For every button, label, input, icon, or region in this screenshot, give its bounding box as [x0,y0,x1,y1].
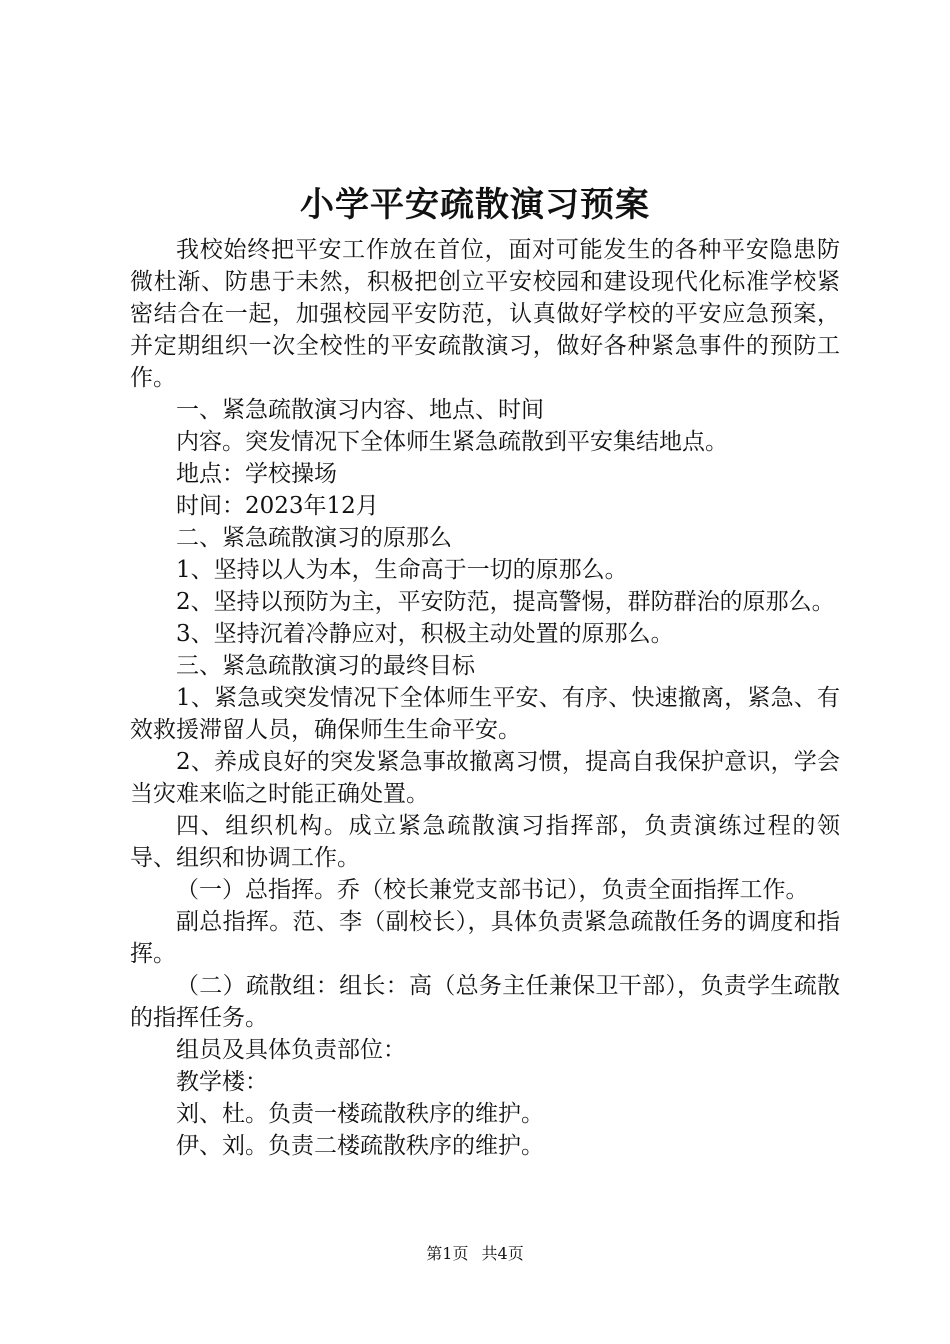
group-members-heading: 组员及具体负责部位： [176,1037,406,1063]
document-title: 小学平安疏散演习预案 [300,185,650,225]
commander-paragraph: （一）总指挥。乔（校长兼党支部书记），负责全面指挥工作。 [176,877,809,903]
section-heading-3: 三、紧急疏散演习的最终目标 [176,653,475,679]
document-body [130,234,840,1162]
section-heading-1: 一、紧急疏散演习内容、地点、时间 [176,397,544,423]
paragraph-content: 内容。突发情况下全体师生紧急疏散到平安集结地点。 [176,429,728,455]
deputy-commander-paragraph: 副总指挥。范、李（副校长），具体负责紧急疏散任务的调度和指挥。 [130,909,840,967]
paragraph-intro: 我校始终把平安工作放在首位，面对可能发生的各种平安隐患防微杜渐、防患于未然，积极把创立平安校园和建设现代化标准学校紧密结合在一起，加强校园平安防范，认真做好学校的平安应急预案，并定期组织一次全校性的平安疏散演习，做好各种紧急事件的预防工作。 [130,237,840,391]
evacuation-group-paragraph: （二）疏散组：组长：高（总务主任兼保卫干部），负责学生疏散的指挥任务。 [130,973,840,1031]
paragraph-time: 时间：2023年12月 [176,493,379,519]
section-heading-4: 四、组织机构。成立紧急疏散演习指挥部，负责演练过程的领导、组织和协调工作。 [130,813,840,871]
goal-item-2: 2、养成良好的突发紧急事故撤离习惯，提高自我保护意识，学会当灾难来临之时能正确处置。 [130,749,840,807]
principle-item-1: 1、坚持以人为本，生命高于一切的原那么。 [176,557,628,583]
section-heading-2: 二、紧急疏散演习的原那么 [176,525,452,551]
goal-item-1: 1、紧急或突发情况下全体师生平安、有序、快速撤离，紧急、有效救援滞留人员，确保师生生命平安。 [130,685,840,743]
floor-2-duty: 伊、刘。负责二楼疏散秩序的维护。 [176,1133,544,1159]
principle-item-3: 3、坚持沉着冷静应对，积极主动处置的原那么。 [176,621,674,647]
page-total: 共4页 [481,1244,524,1263]
paragraph-location: 地点：学校操场 [176,461,337,487]
principle-item-2: 2、坚持以预防为主，平安防范，提高警惕，群防群治的原那么。 [176,589,835,615]
teaching-building-label: 教学楼： [176,1069,268,1095]
floor-1-duty: 刘、杜。负责一楼疏散秩序的维护。 [176,1101,544,1127]
page-number: 第1页 [426,1244,469,1263]
page-footer [0,1242,950,1266]
